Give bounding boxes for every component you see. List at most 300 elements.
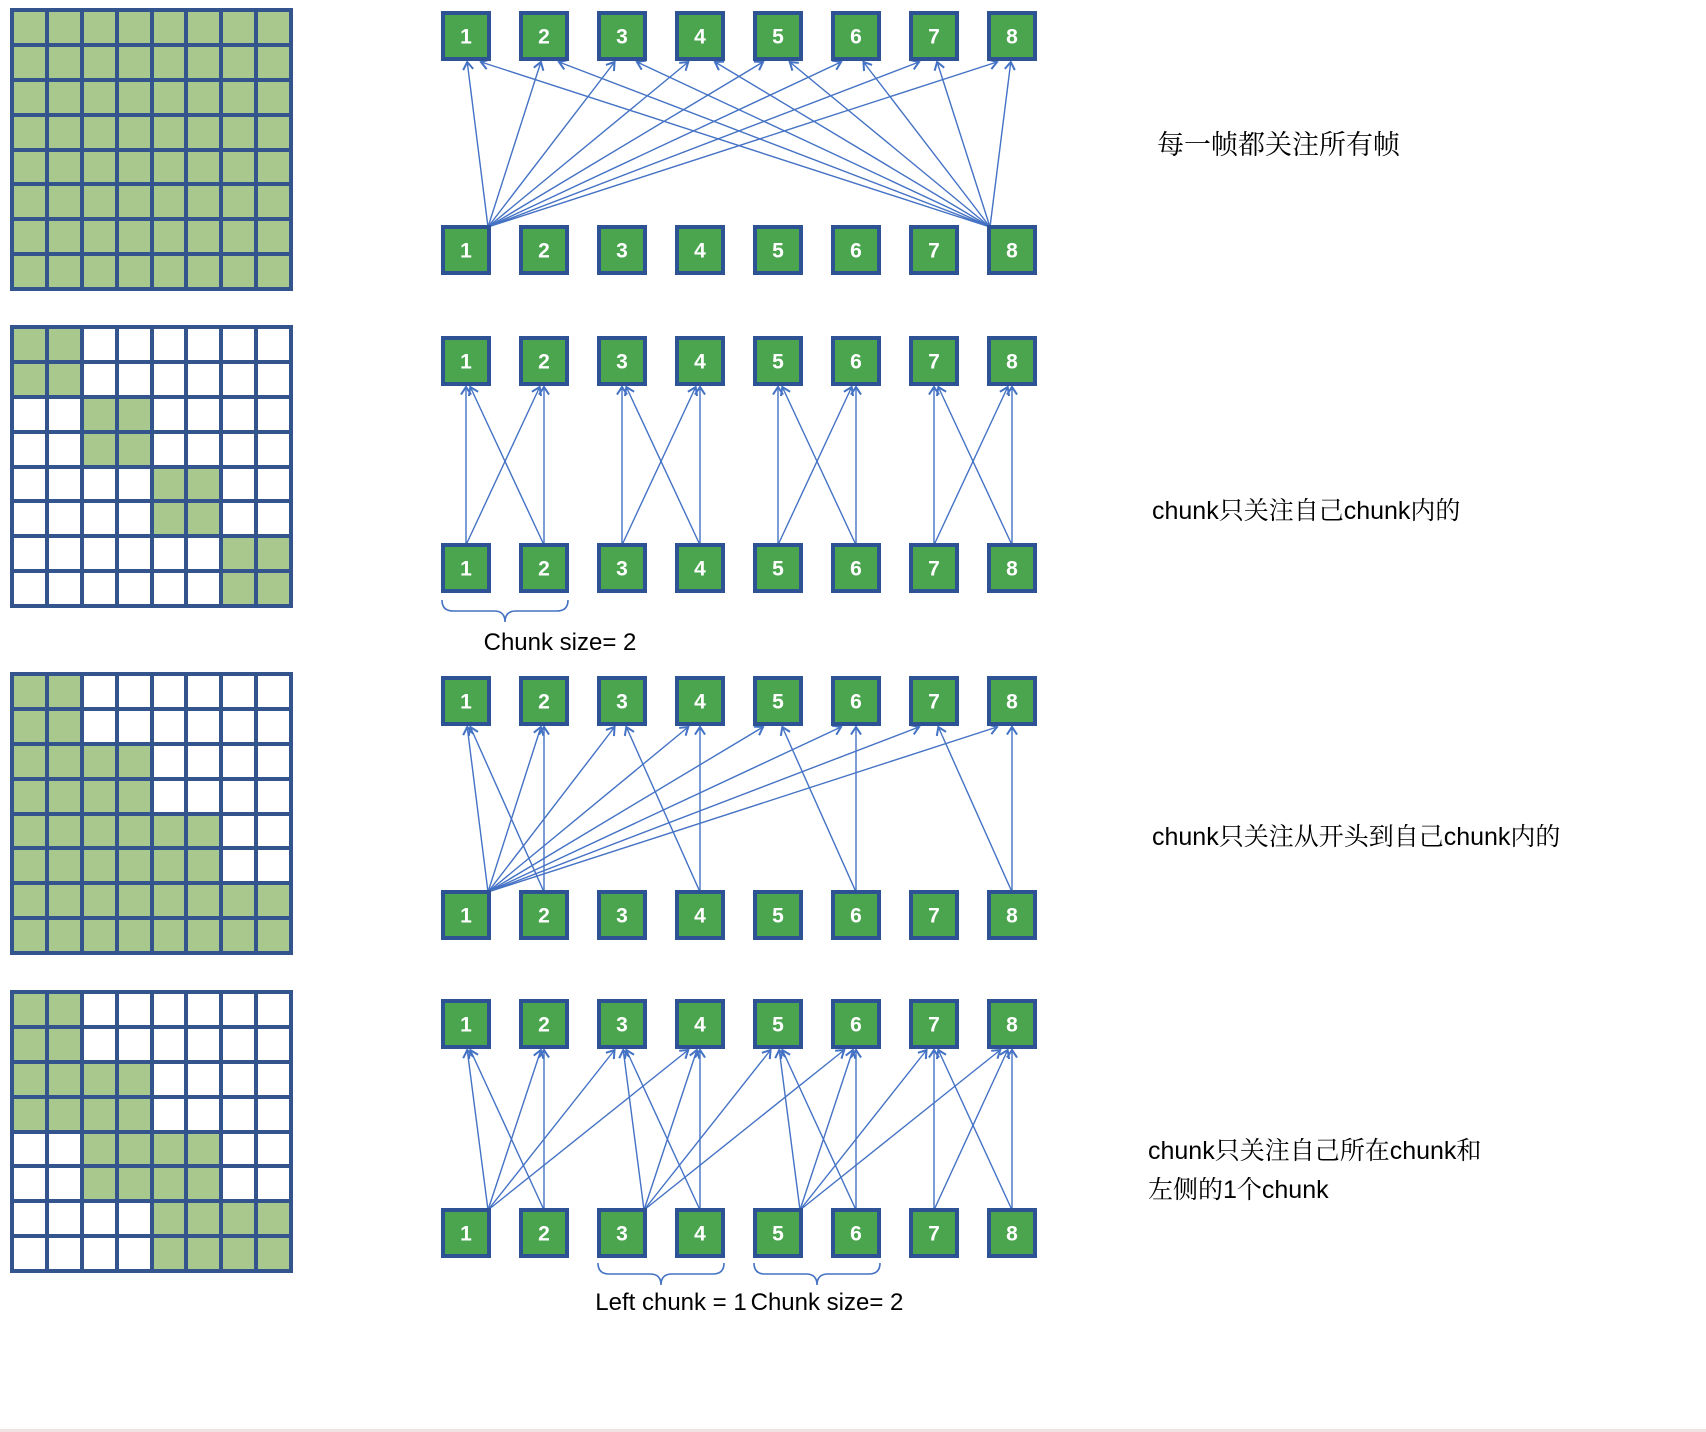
matrix-cell <box>14 1099 45 1130</box>
matrix-cell <box>223 1029 254 1060</box>
matrix-cell <box>49 82 80 113</box>
matrix-cell <box>258 82 289 113</box>
matrix-cell <box>188 994 219 1025</box>
matrix-cell <box>14 781 45 812</box>
matrix-cell <box>258 885 289 916</box>
frame-number: 4 <box>694 25 706 49</box>
frame-number: 7 <box>928 904 940 928</box>
chunk-brace <box>442 600 568 622</box>
attention-arrow <box>488 1050 688 1210</box>
matrix-cell <box>84 1238 115 1269</box>
matrix-cell <box>154 850 185 881</box>
matrix-cell <box>14 152 45 183</box>
matrix-cell <box>14 82 45 113</box>
matrix-cell <box>14 538 45 569</box>
attention-matrix-chunk <box>10 325 293 608</box>
matrix-cell <box>223 781 254 812</box>
matrix-cell <box>119 152 150 183</box>
frame-number: 2 <box>538 690 550 714</box>
matrix-cell <box>84 1029 115 1060</box>
matrix-cell <box>84 221 115 252</box>
frame-number: 7 <box>928 239 940 263</box>
frame-number: 7 <box>928 690 940 714</box>
attention-arrow <box>637 62 990 227</box>
matrix-cell <box>223 1168 254 1199</box>
frame-number: 1 <box>460 25 472 49</box>
matrix-cell <box>119 1168 150 1199</box>
attention-arrow <box>488 727 997 892</box>
matrix-cell <box>188 920 219 951</box>
frame-number: 5 <box>772 904 784 928</box>
frame-number: 4 <box>694 350 706 374</box>
matrix-cell <box>14 1029 45 1060</box>
frame-number: 2 <box>538 1013 550 1037</box>
matrix-cell <box>154 885 185 916</box>
matrix-cell <box>223 329 254 360</box>
matrix-cell <box>119 117 150 148</box>
frame-number: 5 <box>772 1013 784 1037</box>
matrix-cell <box>154 329 185 360</box>
frame-number: 5 <box>772 557 784 581</box>
matrix-cell <box>49 434 80 465</box>
attention-arrow <box>467 1050 488 1210</box>
matrix-cell <box>188 329 219 360</box>
matrix-cell <box>154 1029 185 1060</box>
chunk-brace-label: Chunk size= 2 <box>483 629 637 656</box>
matrix-cell <box>84 186 115 217</box>
frame-number: 2 <box>538 239 550 263</box>
attention-arrow <box>990 62 1011 227</box>
matrix-cell <box>119 329 150 360</box>
matrix-cell <box>188 186 219 217</box>
matrix-cell <box>223 920 254 951</box>
frame-number: 1 <box>460 350 472 374</box>
matrix-cell <box>14 850 45 881</box>
matrix-cell <box>223 399 254 430</box>
matrix-cell <box>84 364 115 395</box>
matrix-cell <box>119 711 150 742</box>
matrix-cell <box>84 573 115 604</box>
matrix-cell <box>49 117 80 148</box>
frame-number: 1 <box>460 904 472 928</box>
matrix-cell <box>84 1203 115 1234</box>
matrix-cell <box>49 711 80 742</box>
matrix-cell <box>14 676 45 707</box>
attention-arrow <box>559 62 990 227</box>
matrix-cell <box>84 1064 115 1095</box>
matrix-cell <box>258 152 289 183</box>
matrix-cell <box>119 538 150 569</box>
matrix-cell <box>258 850 289 881</box>
matrix-cell <box>223 994 254 1025</box>
matrix-cell <box>223 573 254 604</box>
frame-number: 6 <box>850 690 862 714</box>
matrix-cell <box>188 434 219 465</box>
matrix-cell <box>49 1064 80 1095</box>
frame-number: 3 <box>616 1013 628 1037</box>
matrix-cell <box>223 746 254 777</box>
matrix-cell <box>188 152 219 183</box>
matrix-cell <box>14 1168 45 1199</box>
matrix-cell <box>84 469 115 500</box>
attention-arrow <box>488 727 763 892</box>
matrix-cell <box>223 469 254 500</box>
matrix-cell <box>119 816 150 847</box>
matrix-cell <box>84 82 115 113</box>
frame-number: 5 <box>772 25 784 49</box>
attention-arrow <box>934 387 1008 545</box>
matrix-cell <box>49 469 80 500</box>
frame-number: 7 <box>928 350 940 374</box>
frame-number: 4 <box>694 1222 706 1246</box>
matrix-cell <box>49 676 80 707</box>
frame-number: 3 <box>616 25 628 49</box>
attention-arrow <box>622 387 696 545</box>
frame-number: 7 <box>928 25 940 49</box>
matrix-cell <box>154 538 185 569</box>
matrix-cell <box>49 186 80 217</box>
frame-number: 3 <box>616 239 628 263</box>
matrix-cell <box>223 82 254 113</box>
frame-number: 5 <box>772 350 784 374</box>
matrix-cell <box>258 12 289 43</box>
chunk-brace <box>598 1263 724 1285</box>
attention-arrow <box>790 62 990 227</box>
matrix-cell <box>188 676 219 707</box>
matrix-cell <box>14 920 45 951</box>
matrix-cell <box>119 573 150 604</box>
frame-number: 6 <box>850 904 862 928</box>
matrix-cell <box>258 117 289 148</box>
matrix-cell <box>154 1203 185 1234</box>
matrix-cell <box>49 746 80 777</box>
matrix-cell <box>84 816 115 847</box>
matrix-cell <box>14 364 45 395</box>
matrix-cell <box>119 920 150 951</box>
matrix-cell <box>188 117 219 148</box>
attention-arrow <box>938 1050 1012 1210</box>
matrix-cell <box>14 711 45 742</box>
attention-arrow <box>467 62 488 227</box>
matrix-cell <box>14 434 45 465</box>
attention-arrow <box>488 62 919 227</box>
matrix-cell <box>49 538 80 569</box>
matrix-cell <box>154 117 185 148</box>
matrix-cell <box>258 221 289 252</box>
matrix-cell <box>188 1203 219 1234</box>
frame-number: 4 <box>694 1013 706 1037</box>
matrix-cell <box>14 1203 45 1234</box>
matrix-cell <box>84 1099 115 1130</box>
chunk-brace-label: Chunk size= 2 <box>750 1289 904 1316</box>
matrix-cell <box>49 1168 80 1199</box>
matrix-cell <box>258 256 289 287</box>
frame-number: 5 <box>772 690 784 714</box>
matrix-cell <box>14 1238 45 1269</box>
matrix-cell <box>223 152 254 183</box>
frame-number: 3 <box>616 904 628 928</box>
matrix-cell <box>49 221 80 252</box>
matrix-cell <box>119 1134 150 1165</box>
matrix-cell <box>84 434 115 465</box>
matrix-cell <box>49 12 80 43</box>
matrix-cell <box>14 816 45 847</box>
frame-number: 6 <box>850 350 862 374</box>
frame-number: 2 <box>538 904 550 928</box>
matrix-cell <box>49 503 80 534</box>
frame-number: 8 <box>1006 1013 1018 1037</box>
attention-arrow <box>467 727 488 892</box>
matrix-cell <box>119 469 150 500</box>
matrix-cell <box>154 434 185 465</box>
matrix-cell <box>154 47 185 78</box>
matrix-cell <box>154 399 185 430</box>
matrix-cell <box>84 399 115 430</box>
attention-arrow <box>644 1050 844 1210</box>
attention-diagram-causal-chunk <box>428 670 1088 960</box>
matrix-cell <box>258 1099 289 1130</box>
matrix-cell <box>49 850 80 881</box>
matrix-cell <box>223 256 254 287</box>
frame-number: 7 <box>928 1013 940 1037</box>
matrix-cell <box>188 12 219 43</box>
matrix-cell <box>154 920 185 951</box>
matrix-cell <box>49 256 80 287</box>
frame-number: 8 <box>1006 690 1018 714</box>
matrix-cell <box>188 256 219 287</box>
attention-arrow <box>488 62 997 227</box>
matrix-cell <box>119 1064 150 1095</box>
matrix-cell <box>49 885 80 916</box>
matrix-cell <box>223 816 254 847</box>
matrix-cell <box>188 1134 219 1165</box>
matrix-cell <box>49 1099 80 1130</box>
matrix-cell <box>84 781 115 812</box>
frame-number: 4 <box>694 690 706 714</box>
attention-arrow <box>488 62 841 227</box>
frame-number: 7 <box>928 1222 940 1246</box>
matrix-cell <box>188 746 219 777</box>
matrix-cell <box>84 994 115 1025</box>
matrix-cell <box>154 469 185 500</box>
attention-arrow <box>937 62 990 227</box>
matrix-cell <box>14 1064 45 1095</box>
matrix-cell <box>119 676 150 707</box>
matrix-cell <box>258 676 289 707</box>
attention-arrow <box>470 387 544 545</box>
matrix-cell <box>258 503 289 534</box>
matrix-cell <box>223 538 254 569</box>
matrix-cell <box>223 850 254 881</box>
caption-chunk-attention: chunk只关注自己chunk内的 <box>1152 497 1461 525</box>
matrix-cell <box>223 12 254 43</box>
matrix-cell <box>84 152 115 183</box>
matrix-cell <box>258 573 289 604</box>
matrix-cell <box>49 1238 80 1269</box>
matrix-cell <box>223 1238 254 1269</box>
frame-number: 3 <box>616 350 628 374</box>
matrix-cell <box>154 1099 185 1130</box>
matrix-cell <box>119 1238 150 1269</box>
attention-arrow <box>626 387 700 545</box>
frame-number: 2 <box>538 25 550 49</box>
chunk-brace-label: Left chunk = 1 <box>595 1289 747 1316</box>
matrix-cell <box>258 469 289 500</box>
matrix-cell <box>119 1029 150 1060</box>
matrix-cell <box>258 434 289 465</box>
matrix-cell <box>154 364 185 395</box>
matrix-cell <box>188 1099 219 1130</box>
matrix-cell <box>188 573 219 604</box>
matrix-cell <box>119 399 150 430</box>
matrix-cell <box>258 364 289 395</box>
matrix-cell <box>14 469 45 500</box>
matrix-cell <box>119 1099 150 1130</box>
matrix-cell <box>49 781 80 812</box>
matrix-cell <box>223 117 254 148</box>
attention-arrow <box>488 727 841 892</box>
frame-number: 4 <box>694 557 706 581</box>
matrix-cell <box>84 329 115 360</box>
matrix-cell <box>154 1134 185 1165</box>
attention-arrow <box>623 1050 644 1210</box>
matrix-cell <box>84 117 115 148</box>
matrix-cell <box>49 364 80 395</box>
matrix-cell <box>14 746 45 777</box>
frame-number: 1 <box>460 690 472 714</box>
matrix-cell <box>223 1099 254 1130</box>
frame-number: 2 <box>538 350 550 374</box>
matrix-cell <box>223 221 254 252</box>
matrix-cell <box>84 676 115 707</box>
matrix-cell <box>119 781 150 812</box>
matrix-cell <box>223 364 254 395</box>
matrix-cell <box>154 1064 185 1095</box>
attention-matrix-sliding-chunk <box>10 990 293 1273</box>
matrix-cell <box>258 920 289 951</box>
matrix-cell <box>84 12 115 43</box>
matrix-cell <box>49 1029 80 1060</box>
attention-diagram-sliding-chunk <box>428 993 1088 1333</box>
matrix-cell <box>14 329 45 360</box>
frame-number: 5 <box>772 1222 784 1246</box>
matrix-cell <box>154 503 185 534</box>
matrix-cell <box>49 816 80 847</box>
matrix-cell <box>223 1134 254 1165</box>
attention-arrow <box>488 727 688 892</box>
matrix-cell <box>84 1168 115 1199</box>
matrix-cell <box>258 994 289 1025</box>
matrix-cell <box>49 994 80 1025</box>
matrix-cell <box>223 676 254 707</box>
frame-number: 3 <box>616 557 628 581</box>
matrix-cell <box>188 503 219 534</box>
matrix-cell <box>84 711 115 742</box>
attention-arrow <box>782 727 856 892</box>
frame-number: 5 <box>772 239 784 263</box>
matrix-cell <box>14 12 45 43</box>
matrix-cell <box>223 47 254 78</box>
matrix-cell <box>154 711 185 742</box>
matrix-cell <box>84 746 115 777</box>
matrix-cell <box>154 573 185 604</box>
caption-full-attention: 每一帧都关注所有帧 <box>1157 130 1400 160</box>
matrix-cell <box>154 221 185 252</box>
frame-number: 4 <box>694 904 706 928</box>
matrix-cell <box>14 221 45 252</box>
frame-number: 8 <box>1006 904 1018 928</box>
attention-arrow <box>481 62 990 227</box>
attention-arrow <box>626 727 700 892</box>
frame-number: 1 <box>460 1222 472 1246</box>
matrix-cell <box>154 816 185 847</box>
matrix-cell <box>119 434 150 465</box>
matrix-cell <box>188 1064 219 1095</box>
matrix-cell <box>223 1064 254 1095</box>
frame-number: 1 <box>460 1013 472 1037</box>
attention-arrow <box>488 727 919 892</box>
matrix-cell <box>14 47 45 78</box>
matrix-cell <box>14 573 45 604</box>
matrix-cell <box>258 47 289 78</box>
matrix-cell <box>188 1168 219 1199</box>
attention-arrow <box>938 387 1012 545</box>
matrix-cell <box>14 186 45 217</box>
matrix-cell <box>223 186 254 217</box>
matrix-cell <box>258 399 289 430</box>
matrix-cell <box>258 781 289 812</box>
matrix-cell <box>49 1134 80 1165</box>
attention-arrow <box>938 727 1012 892</box>
matrix-cell <box>258 711 289 742</box>
matrix-cell <box>223 1203 254 1234</box>
matrix-cell <box>154 12 185 43</box>
attention-matrix-full <box>10 8 293 291</box>
matrix-cell <box>84 885 115 916</box>
chunk-brace <box>754 1263 880 1285</box>
matrix-cell <box>49 152 80 183</box>
frame-number: 8 <box>1006 557 1018 581</box>
matrix-cell <box>154 1238 185 1269</box>
frame-number: 2 <box>538 1222 550 1246</box>
matrix-cell <box>119 364 150 395</box>
attention-arrow <box>488 62 688 227</box>
frame-number: 3 <box>616 690 628 714</box>
matrix-cell <box>84 47 115 78</box>
matrix-cell <box>84 503 115 534</box>
matrix-cell <box>188 364 219 395</box>
matrix-cell <box>258 816 289 847</box>
matrix-cell <box>119 221 150 252</box>
frame-number: 8 <box>1006 25 1018 49</box>
attention-arrow <box>488 62 541 227</box>
matrix-cell <box>223 885 254 916</box>
matrix-cell <box>223 434 254 465</box>
matrix-cell <box>14 885 45 916</box>
caption-sliding-chunk-attention: chunk只关注自己所在chunk和 左侧的1个chunk <box>1148 1137 1482 1204</box>
frame-number: 6 <box>850 557 862 581</box>
matrix-cell <box>119 746 150 777</box>
caption-causal-chunk-attention: chunk只关注从开头到自己chunk内的 <box>1152 823 1561 851</box>
matrix-cell <box>119 1203 150 1234</box>
matrix-cell <box>119 994 150 1025</box>
matrix-cell <box>84 850 115 881</box>
matrix-cell <box>188 850 219 881</box>
matrix-cell <box>258 1134 289 1165</box>
matrix-cell <box>258 329 289 360</box>
matrix-cell <box>188 221 219 252</box>
matrix-cell <box>49 329 80 360</box>
